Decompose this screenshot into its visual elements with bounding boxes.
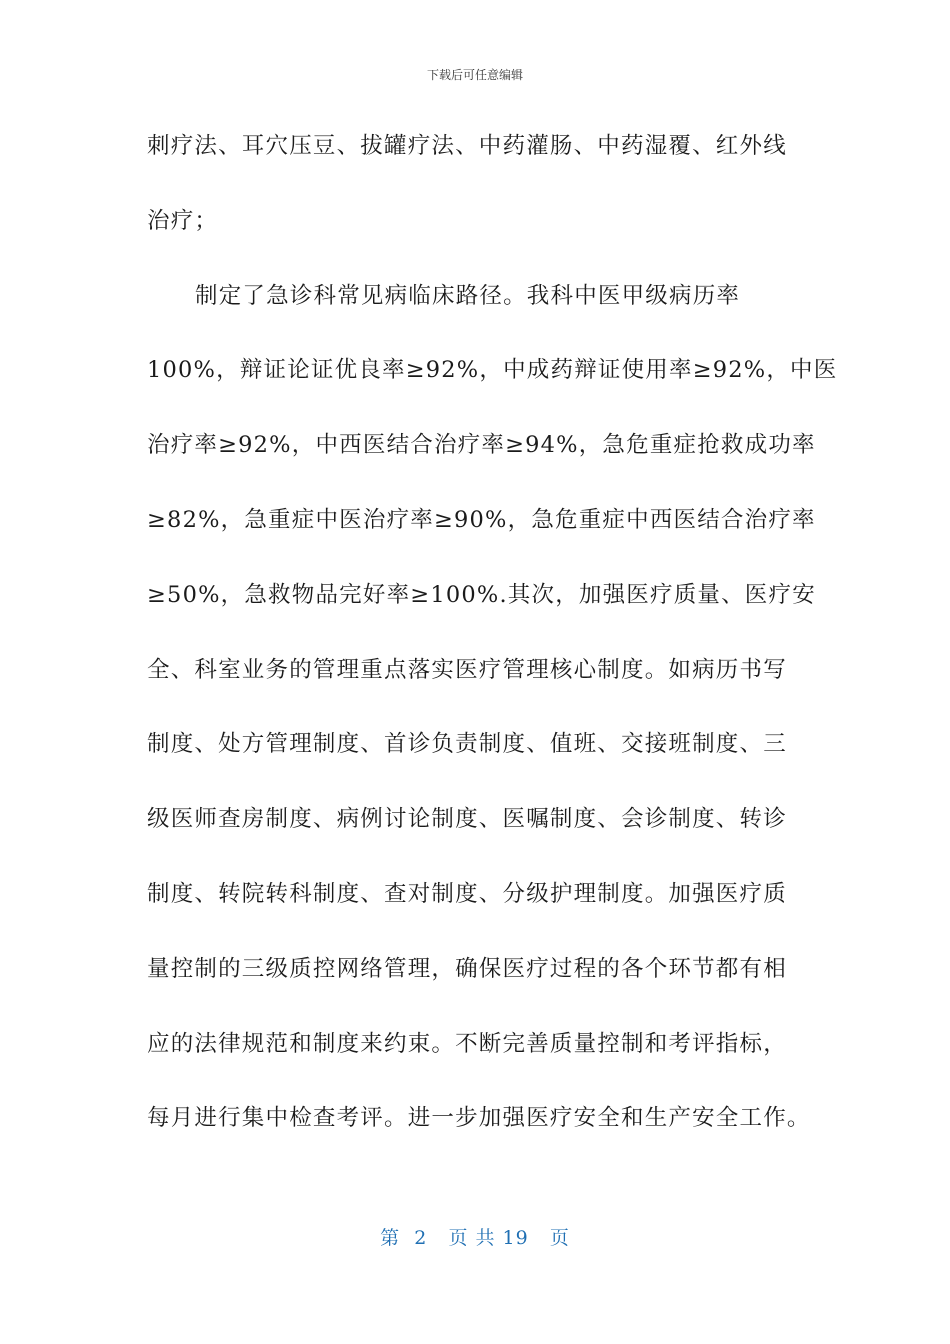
body-line: ≥82%，急重症中医治疗率≥90%，急危重症中西医结合治疗率: [147, 506, 816, 533]
body-line: 刺疗法、耳穴压豆、拔罐疗法、中药灌肠、中药湿覆、红外线: [147, 133, 787, 159]
body-line: ≥50%，急救物品完好率≥100%.其次，加强医疗质量、医疗安: [147, 581, 816, 608]
body-line: 制度、处方管理制度、首诊负责制度、值班、交接班制度、三: [147, 731, 787, 758]
page-header: 下载后可任意编辑: [426, 68, 523, 82]
body-line: 治疗率≥92%，中西医结合治疗率≥94%，急危重症抢救成功率: [147, 432, 816, 459]
body-line: 制度、转院转科制度、查对制度、分级护理制度。加强医疗质: [147, 880, 787, 907]
body-line: 每月进行集中检查考评。进一步加强医疗安全和生产安全工作。: [147, 1105, 811, 1132]
body-line: 全、科室业务的管理重点落实医疗管理核心制度。如病历书写: [147, 656, 787, 683]
body-line: 100%，辩证论证优良率≥92%，中成药辩证使用率≥92%，中医: [147, 357, 838, 384]
body-line: 级医师查房制度、病例讨论制度、医嘱制度、会诊制度、转诊: [147, 806, 787, 833]
body-line: 应的法律规范和制度来约束。不断完善质量控制和考评指标，: [147, 1030, 787, 1057]
body-line: 治疗；: [147, 207, 219, 234]
page-number-footer: 第 2 页 共 19 页: [380, 1227, 570, 1249]
document-body: [147, 128, 838, 1175]
body-line: 量控制的三级质控网络管理，确保医疗过程的各个环节都有相: [147, 955, 787, 982]
paragraph-first-line: 制定了急诊科常见病临床路径。我科中医甲级病历率: [195, 282, 741, 309]
